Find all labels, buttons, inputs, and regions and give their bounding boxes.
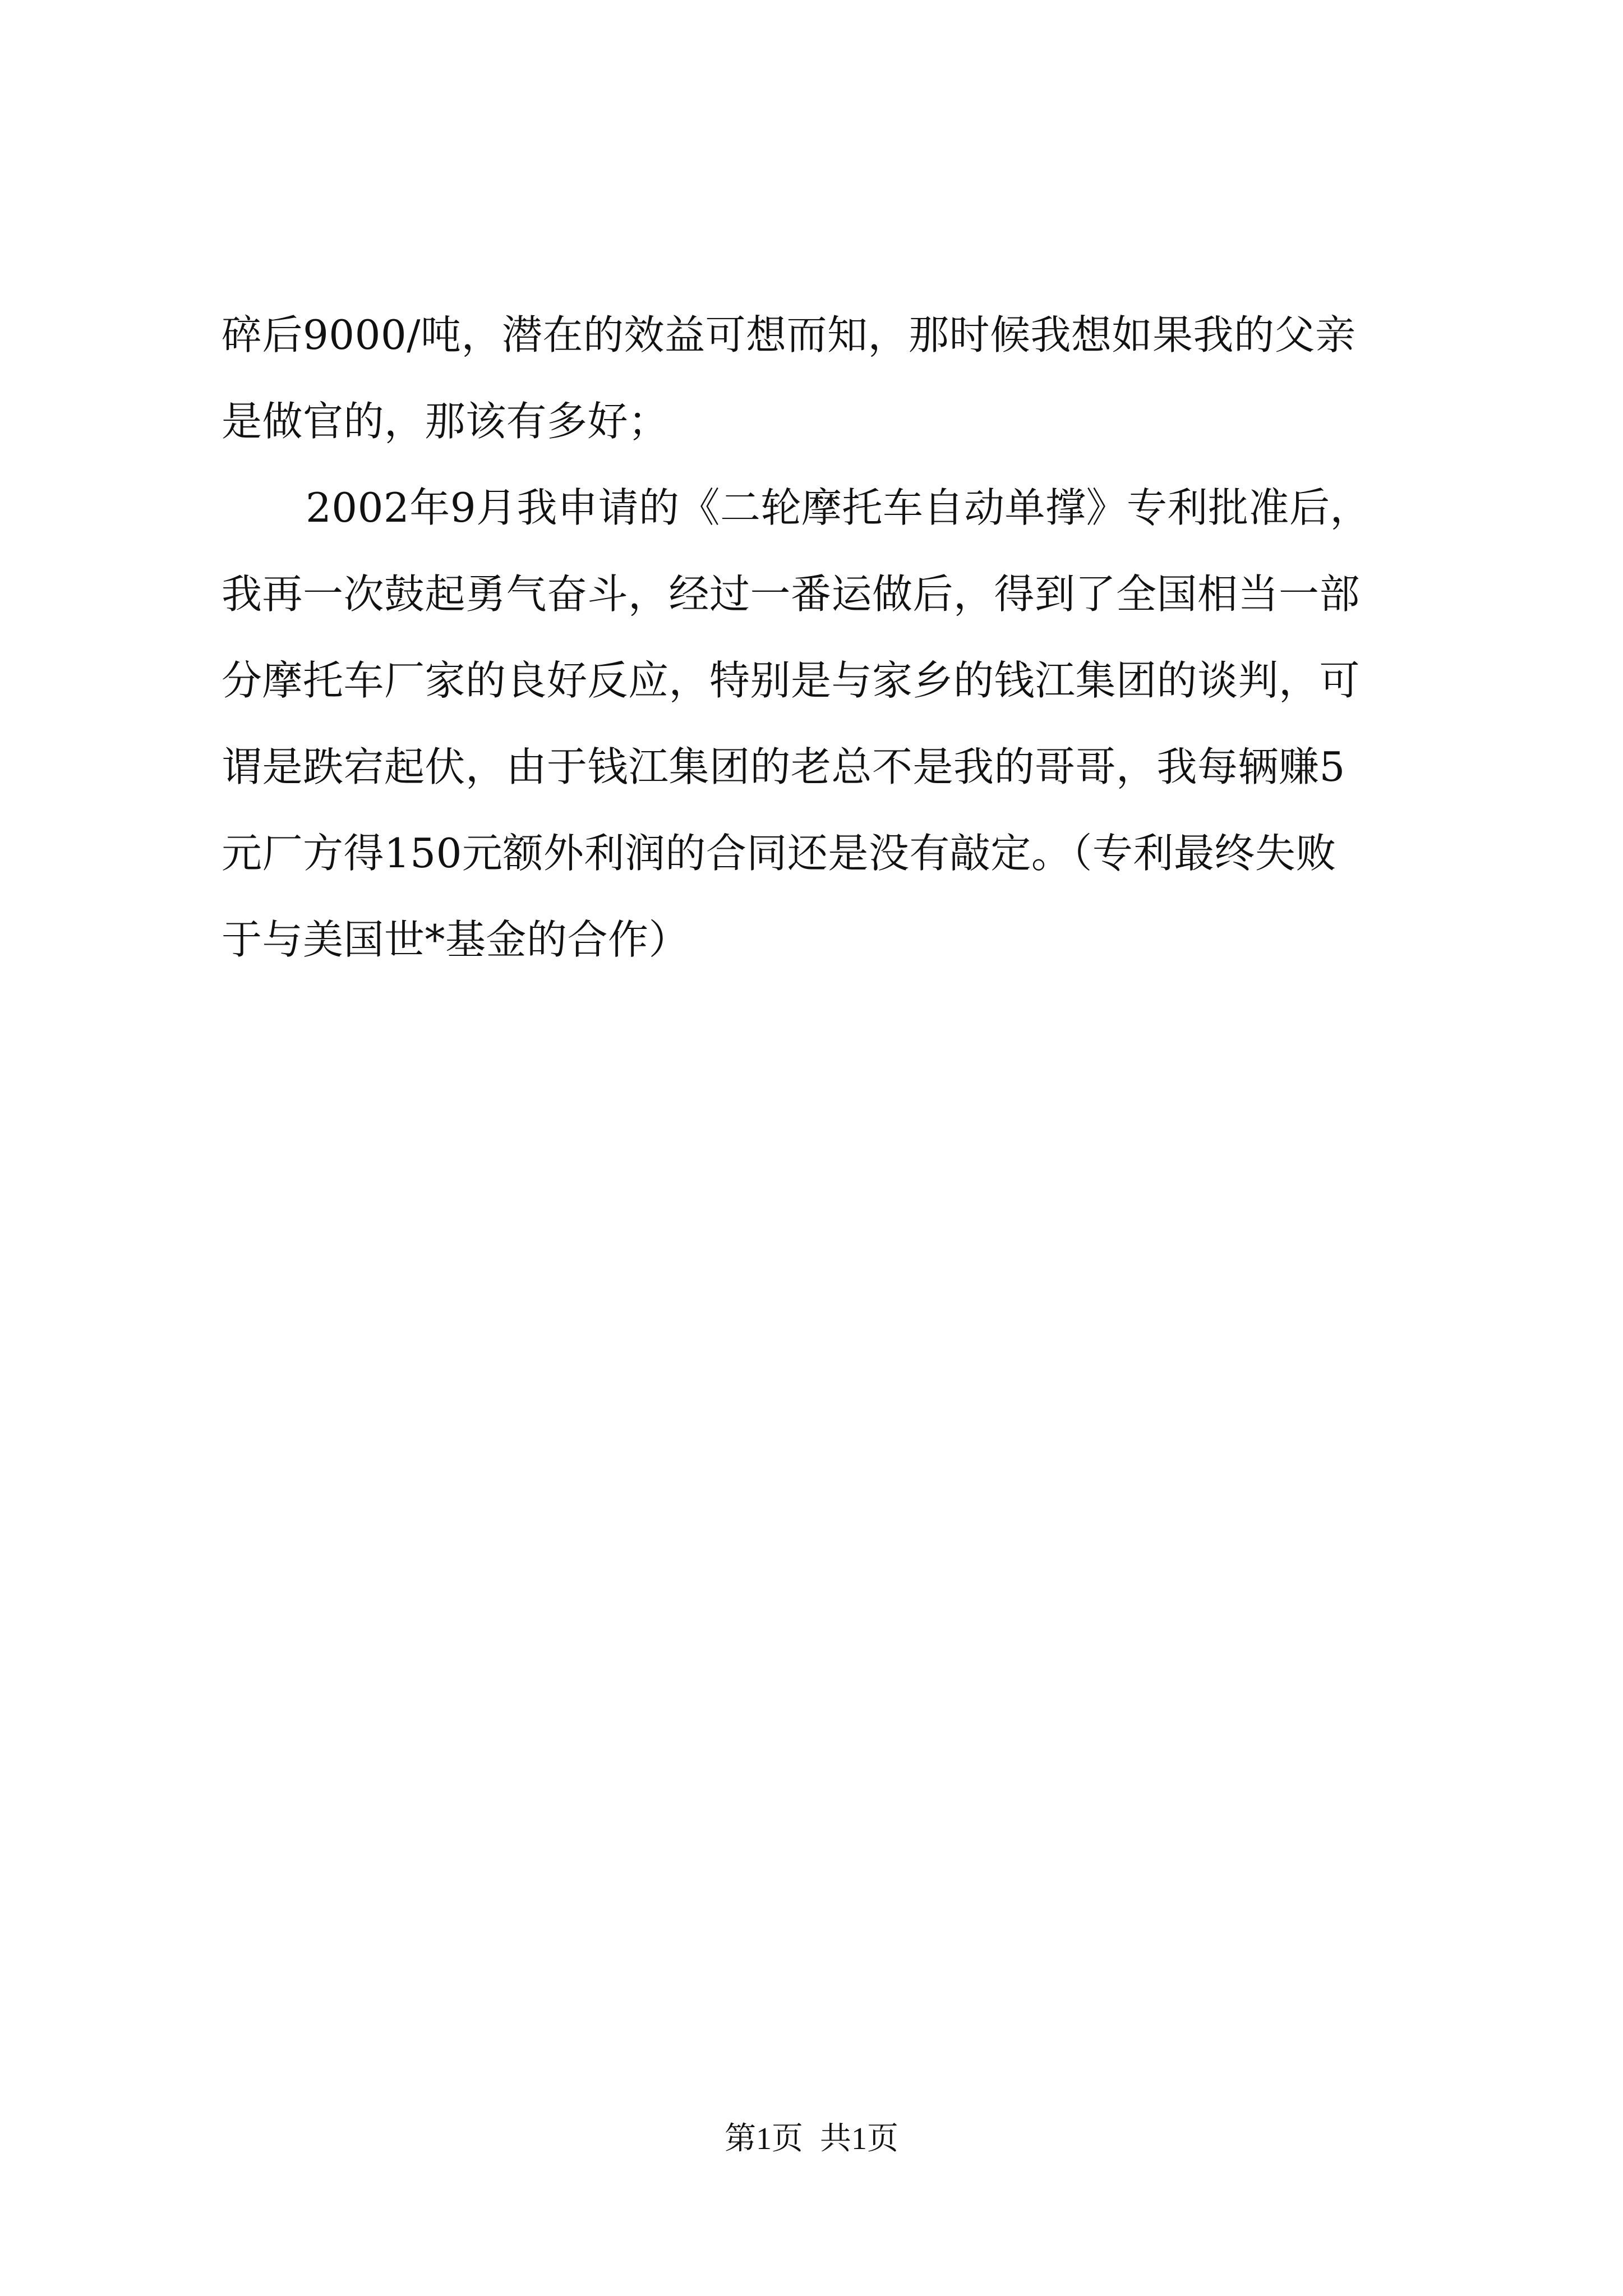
text-line: 于与美国世*基金的合作） bbox=[222, 916, 690, 963]
body-text bbox=[222, 292, 1444, 983]
paragraph-first-line: 2002年9月我申请的《二轮摩托车自动单撑》专利批准后， bbox=[306, 484, 1371, 531]
text-line: 我再一次鼓起勇气奋斗，经过一番运做后，得到了全国相当一部 bbox=[222, 570, 1361, 618]
text-line: 是做官的，那该有多好； bbox=[222, 398, 669, 445]
text-line: 谓是跌宕起伏，由于钱江集团的老总不是我的哥哥，我每辆赚5 bbox=[222, 743, 1345, 790]
page-footer bbox=[0, 2119, 1623, 2159]
page-number: 第1页 bbox=[725, 2122, 803, 2156]
page-total: 共1页 bbox=[820, 2122, 898, 2156]
text-line: 碎后9000/吨，潜在的效益可想而知，那时候我想如果我的父亲 bbox=[222, 311, 1356, 358]
text-line: 分摩托车厂家的良好反应，特别是与家乡的钱江集团的谈判，可 bbox=[222, 657, 1361, 704]
text-line: 元厂方得150元额外利润的合同还是没有敲定。（专利最终失败 bbox=[222, 830, 1336, 877]
